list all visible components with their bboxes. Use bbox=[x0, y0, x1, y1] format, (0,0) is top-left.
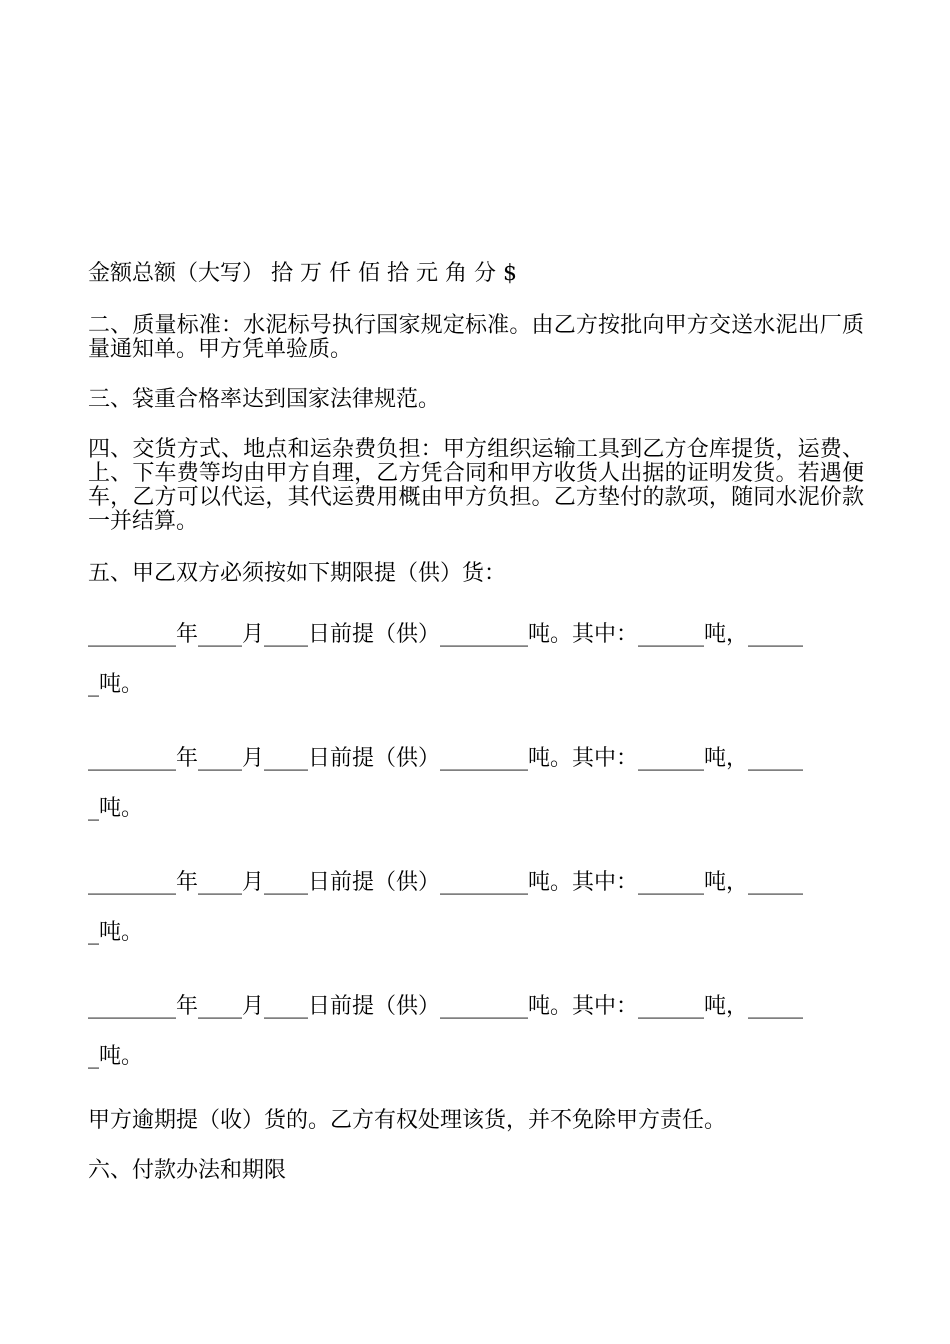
schedule-row-3-line-2: _吨。 bbox=[88, 920, 144, 945]
schedule-row-4-line-2: _吨。 bbox=[88, 1044, 144, 1069]
schedule-row-1-line-2: _吨。 bbox=[88, 672, 144, 697]
schedule-row-2-line-2: _吨。 bbox=[88, 796, 144, 821]
schedule-row-4-line-1: ________年____月____日前提（供）________吨。其中：______吨，_____ bbox=[88, 994, 804, 1019]
clause-late-pickup: 甲方逾期提（收）货的。乙方有权处理该货，并不免除甲方责任。 bbox=[88, 1108, 727, 1133]
clause-payment-heading: 六、付款办法和期限 bbox=[88, 1158, 287, 1183]
schedule-row-3-line-1: ________年____月____日前提（供）________吨。其中：______吨，_____ bbox=[88, 870, 804, 895]
amount-total-line: 金额总额（大写） 拾 万 仟 佰 拾 元 角 分 $ bbox=[88, 261, 517, 286]
clause-delivery-schedule-heading: 五、甲乙双方必须按如下期限提（供）货： bbox=[88, 561, 507, 586]
clause-bag-weight: 三、袋重合格率达到国家法律规范。 bbox=[88, 387, 441, 412]
schedule-row-2-line-1: ________年____月____日前提（供）________吨。其中：______吨，_____ bbox=[88, 746, 804, 771]
clause-delivery-method: 四、交货方式、地点和运杂费负担：甲方组织运输工具到乙方仓库提货，运费、上、下车费等均由甲方自理，乙方凭合同和甲方收货人出据的证明发货。若遇便车，乙方可以代运，其代运费用概由甲方负担。乙方垫付的款项，随同水泥价款一并结算。 bbox=[88, 437, 864, 534]
schedule-row-1-line-1: ________年____月____日前提（供）________吨。其中：______吨，_____ bbox=[88, 622, 804, 647]
clause-quality-standard: 二、质量标准：水泥标号执行国家规定标准。由乙方按批向甲方交送水泥出厂质量通知单。甲方凭单验质。 bbox=[88, 313, 864, 362]
